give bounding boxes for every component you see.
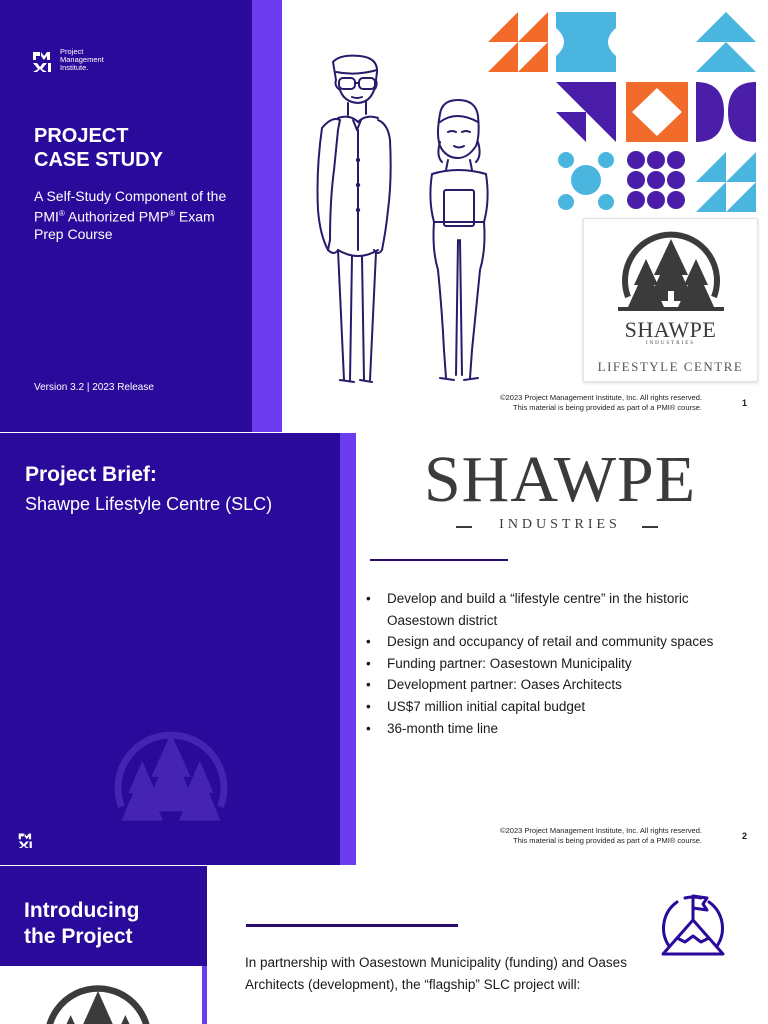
subtitle-line: PMI® Authorized PMP® Exam [34,208,215,225]
list-item: • Design and occupancy of retail and community spaces [366,631,756,653]
slide3-title [24,898,194,950]
title-line: PROJECT [34,125,129,147]
list-item: • 36-month time line [366,718,756,740]
slide1-title [34,124,244,172]
subtitle-line: Prep Course [34,225,113,242]
intro-paragraph: In partnership with Oasestown Municipality (funding) and Oases Architects (development), the “flagship” SLC project will: [245,955,627,992]
shawpe-tree-logo-icon [40,982,156,1024]
shawpe-logo-card [583,218,758,382]
tree-watermark-icon [110,725,232,831]
title-line: Introducing [24,899,140,922]
pmi-logo [32,48,142,76]
slide2-title: Project Brief: [25,463,157,486]
shawpe-tree-logo-icon [618,229,724,319]
slide2-subtitle: Shawpe Lifestyle Centre (SLC) [25,494,273,514]
list-item: • Development partner: Oases Architects [366,674,756,696]
title-line: the Project [24,925,133,948]
section-divider [246,924,458,927]
pmi-mark-icon [32,50,54,72]
pmi-logo-line: Management [60,55,104,64]
project-brief-list [366,588,756,739]
lifestyle-centre-caption: LIFESTYLE CENTRE [597,359,744,374]
slide1-accent-stripe [252,0,282,432]
page-number: 1 [742,398,748,408]
page-number: 2 [742,831,748,841]
list-item: • Develop and build a “lifestyle centre” in the historic Oasestown district [366,588,756,631]
copyright-footer: ©2023 Project Management Institute, Inc. All rights reserved. This material is being provided as part of a PMI® course. [500,826,702,845]
list-item: • US$7 million initial capital budget [366,696,756,718]
people-illustration-icon [300,50,510,385]
tagline-rule [642,526,658,528]
copyright-footer: ©2023 Project Management Institute, Inc. All rights reserved. This material is being provided as part of a PMI® course. [500,393,702,412]
shawpe-wordmark: SHAWPE [624,317,717,342]
title-line: CASE STUDY [34,149,163,171]
pmi-logo-line: Institute. [60,63,89,72]
slide1-subtitle [34,188,244,243]
version-label: Version 3.2 | 2023 Release [34,382,154,393]
pmi-logo-line: Project [60,47,84,56]
mountain-flag-icon [655,890,731,962]
shawpe-wordmark: SHAWPE [423,443,697,516]
geometric-tiles-icon [484,8,760,218]
pmi-mark-icon [18,832,34,848]
slide2-accent-stripe [340,433,356,865]
industries-tagline: INDUSTRIES [499,517,621,532]
industries-tagline: INDUSTRIES [645,341,696,346]
slide3-accent-stripe [202,966,207,1024]
list-item: • Funding partner: Oasestown Municipality [366,653,756,675]
section-divider [370,559,508,561]
subtitle-line: A Self-Study Component of the [34,188,227,204]
